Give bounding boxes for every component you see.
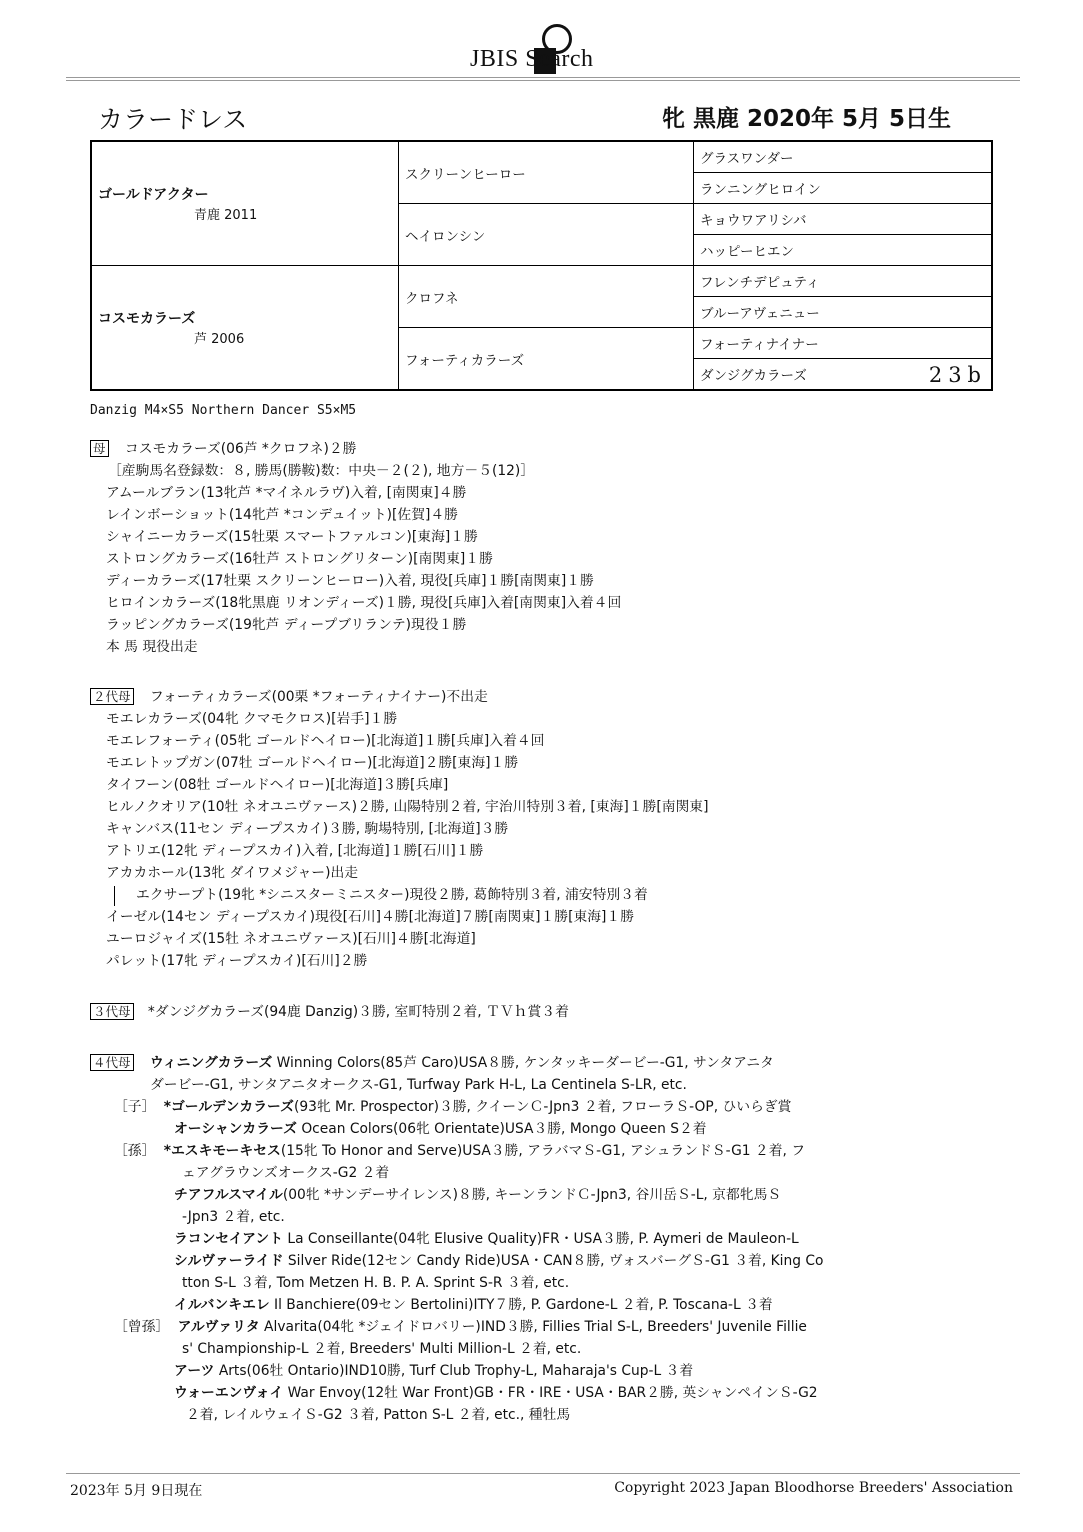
gen2-line-7: アトリエ(12牝 ディープスカイ)入着, [北海道]１勝[石川]１勝	[106, 843, 484, 859]
pedigree-table	[90, 140, 993, 391]
gen4-bold-15: ウォーエンヴォイ	[174, 1385, 284, 1401]
gen2-1: ヘイロンシン	[399, 204, 694, 266]
gen4-tag: ４代母	[90, 1054, 134, 1071]
gen4-text-15: War Envoy(12牡 War Front)GB・FR・IRE・USA・BAR２勝, 英シャンペインＳ-G2	[283, 1385, 818, 1401]
gen4-text-2: (93牝 Mr. Prospector)３勝, クイーンＣ-Jpn3 ２着, フローラＳ-OP, ひいらぎ賞	[293, 1099, 792, 1115]
gen4-label-greatgrandchild: ［曾孫］	[114, 1319, 170, 1335]
dam-line-3: レインボーショット(14牝芦 *コンデュイット)[佐賀]４勝	[106, 507, 458, 523]
gen3-6: フォーティナイナー	[694, 328, 993, 359]
gen4-text-3: Ocean Colors(06牝 Orientate)USA３勝, Mongo Queen S２着	[296, 1121, 707, 1137]
dam-line-4: シャイニーカラーズ(15牡栗 スマートファルコン)[東海]１勝	[106, 529, 478, 545]
gen3-line	[90, 1001, 569, 1023]
inbreeding: Danzig M4×S5 Northern Dancer S5×M5	[90, 403, 357, 418]
gen4-line-15	[174, 1382, 818, 1404]
sire-cell	[91, 141, 399, 266]
gen4-line-5: ェアグラウンズオークス-G2 ２着	[182, 1165, 390, 1181]
gen2-line-0	[90, 686, 488, 708]
footer-copyright: Copyright 2023 Japan Bloodhorse Breeders' Association	[614, 1480, 1013, 1496]
gen2-line-1: モエレカラーズ(04牝 クマモクロス)[岩手]１勝	[106, 711, 398, 727]
gen3-2: キョウワアリシバ	[694, 204, 993, 235]
gen2-line-12: パレット(17牝 ディープスカイ)[石川]２勝	[106, 953, 368, 969]
gen4-bold-3: オーシャンカラーズ	[174, 1121, 297, 1137]
gen3-5: ブルーアヴェニュー	[694, 297, 993, 328]
gen4-line-0	[90, 1052, 774, 1074]
gen3-7-cell	[694, 359, 993, 391]
gen4-text-8: La Conseillante(04牝 Elusive Quality)FR・USA３勝, P. Aymeri de Mauleon-L	[283, 1231, 799, 1247]
gen4-line-16: ２着, レイルウェイＳ-G2 ３着, Patton S-L ２着, etc., 種牡馬	[186, 1407, 571, 1423]
dam-line-2: アムールブラン(13牝芦 *マイネルラヴ)入着, [南関東]４勝	[106, 485, 467, 501]
horse-birth: 牝 黒鹿 2020年 5月 5日生	[662, 106, 952, 132]
gen4-label-child: ［子］	[114, 1099, 156, 1115]
gen2-line-10: イーゼル(14セン ディープスカイ)現役[石川]４勝[北海道]７勝[南関東]１勝[東海]１勝	[106, 909, 635, 925]
gen3-4: フレンチデピュティ	[694, 266, 993, 297]
descent-bar	[114, 886, 115, 906]
gen2-line-6: キャンバス(11セン ディープスカイ)３勝, 駒場特別, [北海道]３勝	[106, 821, 509, 837]
gen4-line-14	[174, 1360, 693, 1382]
gen4-line-2	[114, 1096, 791, 1118]
gen3-0: グラスワンダー	[694, 141, 993, 173]
gen4-line-8	[174, 1228, 799, 1250]
gen4-line-1: ダービー-G1, サンタアニタオークス-G1, Turfway Park H-L, La Centinela S-LR, etc.	[150, 1077, 687, 1093]
dam-line-0	[90, 438, 356, 460]
gen2-line-8: アカカホール(13牝 ダイワメジャー)出走	[106, 865, 359, 881]
header-rule	[66, 77, 1020, 78]
gen2-text-0: フォーティカラーズ(00栗 *フォーティナイナー)不出走	[149, 689, 488, 705]
gen4-text-12: Alvarita(04牝 *ジェイドロバリー)IND３勝, Fillies Trial S-L, Breeders' Juvenile Fillie	[259, 1319, 807, 1335]
gen4-line-9	[174, 1250, 823, 1272]
gen3-1: ランニングヒロイン	[694, 173, 993, 204]
gen4-line-10: tton S-L ３着, Tom Metzen H. B. P. A. Sprint S-R ３着, etc.	[182, 1275, 570, 1291]
gen4-bold-0: ウィニングカラーズ	[149, 1055, 273, 1071]
gen4-bold-12: アルヴァリタ	[177, 1319, 260, 1335]
gen2-tag: ２代母	[90, 688, 134, 705]
sire-info: 青鹿 2011	[194, 208, 258, 223]
gen3-text: *ダンジグカラーズ(94鹿 Danzig)３勝, 室町特別２着, ＴＶｈ賞３着	[147, 1004, 569, 1020]
gen4-line-13: s' Championship-L ２着, Breeders' Multi Million-L ２着, etc.	[182, 1341, 582, 1357]
gen4-bold-4: *エスキモーキセス	[163, 1143, 281, 1159]
dam-line-8: ラッピングカラーズ(19牝芦 ディープブリランテ)現役１勝	[106, 617, 467, 633]
gen4-text-4: (15牝 To Honor and Serve)USA３勝, アラバマＳ-G1, アシュランドＳ-G1 ２着, フ	[280, 1143, 806, 1159]
gen2-2: クロフネ	[399, 266, 694, 328]
gen3-tag: ３代母	[90, 1003, 134, 1020]
gen4-bold-6: チアフルスマイル	[174, 1187, 283, 1203]
sire-name: ゴールドアクター	[98, 187, 209, 203]
gen2-line-5: ヒルノクオリア(10牡 ネオユニヴァース)２勝, 山陽特別２着, 宇治川特別３着, [東海]１勝[南関東]	[106, 799, 709, 815]
family-code: 23b	[928, 363, 987, 387]
dam-line-6: ディーカラーズ(17牡栗 スクリーンヒーロー)入着, 現役[兵庫]１勝[南関東]１勝	[106, 573, 594, 589]
dam-name: コスモカラーズ	[98, 311, 196, 327]
jbis-logo	[470, 12, 640, 78]
dam-line-7: ヒロインカラーズ(18牝黒鹿 リオンディーズ)１勝, 現役[兵庫]入着[南関東]入着４回	[106, 595, 622, 611]
gen4-line-11	[174, 1294, 773, 1316]
gen4-text-14: Arts(06牡 Ontario)IND10勝, Turf Club Trophy-L, Maharaja's Cup-L ３着	[214, 1363, 694, 1379]
footer-rule	[66, 1473, 1020, 1474]
dam-text-0: コスモカラーズ(06芦 *クロフネ)２勝	[124, 441, 357, 457]
gen3-3: ハッピーヒエン	[694, 235, 993, 266]
dam-tag: 母	[90, 440, 109, 457]
gen4-line-7: -Jpn3 ２着, etc.	[182, 1209, 285, 1225]
gen4-text-6: (00牝 *サンデーサイレンス)８勝, キーンランドＣ-Jpn3, 谷川岳Ｓ-L, 京都牝馬Ｓ	[282, 1187, 782, 1203]
dam-line-5: ストロングカラーズ(16牡芦 ストロングリターン)[南関東]１勝	[106, 551, 493, 567]
gen4-line-3	[174, 1118, 707, 1140]
gen4-line-12	[114, 1316, 807, 1338]
dam-cell	[91, 266, 399, 391]
gen4-bold-8: ラコンセイアント	[174, 1231, 283, 1247]
gen4-text-9: Silver Ride(12セン Candy Ride)USA・CAN８勝, ヴォスバーグＳ-G1 ３着, King Co	[283, 1253, 824, 1269]
gen4-line-6	[174, 1184, 781, 1206]
header-rule-2	[66, 80, 1020, 81]
gen2-line-3: モエレトップガン(07牡 ゴールドヘイロー)[北海道]２勝[東海]１勝	[106, 755, 519, 771]
gen4-bold-9: シルヴァーライド	[174, 1253, 284, 1269]
logo-text: JBIS Search	[470, 46, 594, 72]
footer-date: 2023年 5月 9日現在	[70, 1483, 203, 1499]
gen2-line-2: モエレフォーティ(05牝 ゴールドヘイロー)[北海道]１勝[兵庫]入着４回	[106, 733, 545, 749]
gen4-line-4	[114, 1140, 805, 1162]
dam-info: 芦 2006	[194, 332, 245, 347]
gen2-line-9: エクサープト(19牝 *シニスターミニスター)現役２勝, 葛飾特別３着, 浦安特別３着	[136, 887, 648, 903]
gen4-label-grandchild: ［孫］	[114, 1143, 156, 1159]
gen2-0: スクリーンヒーロー	[399, 141, 694, 204]
gen2-line-4: タイフーン(08牡 ゴールドヘイロー)[北海道]３勝[兵庫]	[106, 777, 449, 793]
gen4-bold-11: イルバンキエレ	[174, 1297, 270, 1313]
gen4-text-11: Il Banchiere(09セン Bertolini)ITY７勝, P. Gardone-L ２着, P. Toscana-L ３着	[269, 1297, 773, 1313]
dam-line-9: 本 馬 現役出走	[106, 639, 198, 655]
gen2-line-11: ユーロジャイズ(15牡 ネオユニヴァース)[石川]４勝[北海道]	[106, 931, 476, 947]
dam-line-1: ［産駒馬名登録数：８, 勝馬(勝鞍)数：中央－２(２), 地方－５(12)］	[108, 463, 535, 479]
gen4-text-0: Winning Colors(85芦 Caro)USA８勝, ケンタッキーダービー-G1, サンタアニタ	[272, 1055, 774, 1071]
gen4-bold-14: アーツ	[174, 1363, 215, 1379]
gen4-bold-2: *ゴールデンカラーズ	[163, 1099, 294, 1115]
gen3-7: ダンジグカラーズ	[700, 368, 807, 384]
horse-name: カラードレス	[98, 105, 248, 134]
gen2-3: フォーティカラーズ	[399, 328, 694, 391]
